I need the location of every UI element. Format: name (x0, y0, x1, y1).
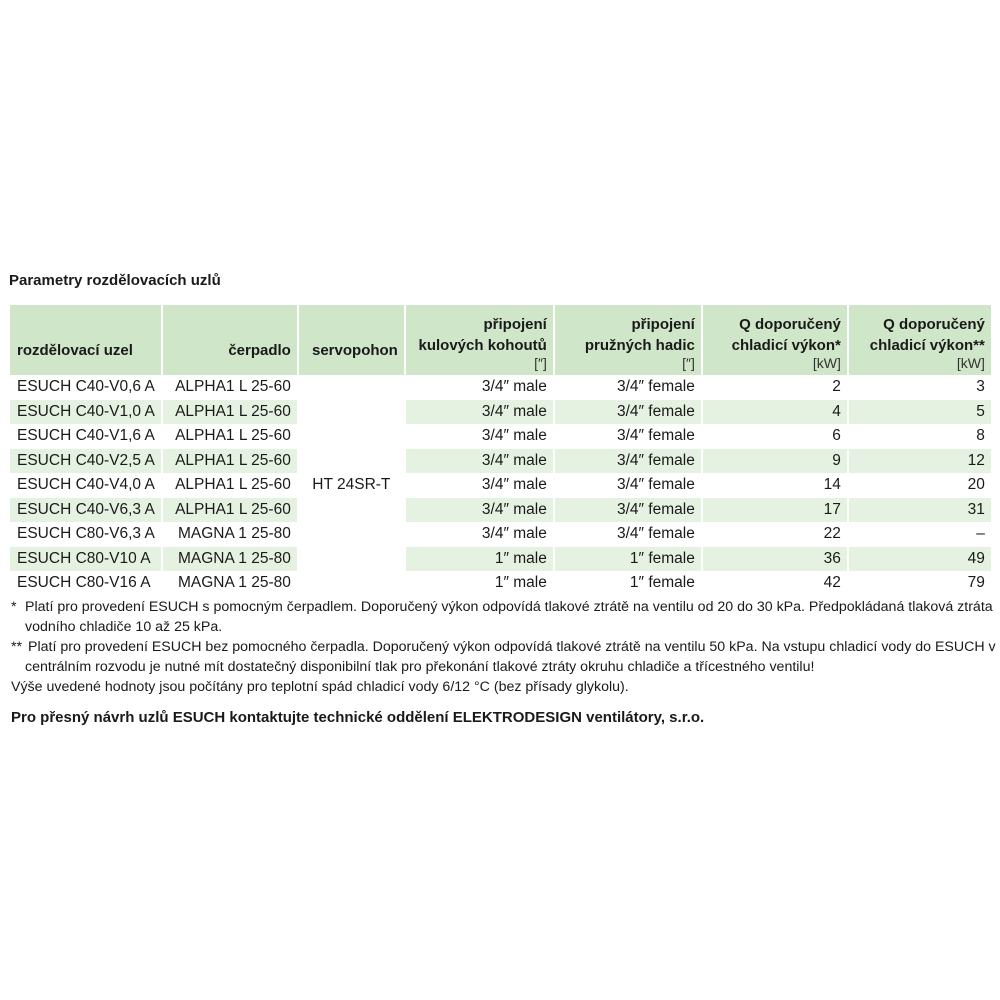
cell-q2: 79 (967, 574, 985, 592)
cell-cerpadlo: ALPHA1 L 25-60 (163, 473, 299, 498)
cell-uzel: ESUCH C40-V0,6 A (10, 375, 163, 400)
table-row (10, 375, 991, 400)
header-cerpadlo: čerpadlo (163, 305, 299, 375)
footnote-mark: ** (11, 639, 23, 655)
cell-q2: – (976, 525, 985, 543)
header-kohout-unit: [″] (534, 355, 547, 371)
cell-q1: 17 (703, 498, 849, 523)
cell-cerpadlo: MAGNA 1 25-80 (163, 547, 299, 572)
cell-q2: 12 (849, 449, 991, 474)
header-q2-line1: Q doporučený (883, 316, 985, 333)
cell-hadice: 3/4″ female (555, 498, 703, 523)
cell-hadice: 1″ female (555, 547, 703, 572)
header-kohout-line1: připojení (483, 316, 547, 333)
header-q1 (703, 305, 849, 375)
cell-kohout: 3/4″ male (406, 449, 555, 474)
header-servopohon: servopohon (299, 305, 406, 375)
cell-q2: 49 (849, 547, 991, 572)
table-row (10, 498, 991, 523)
table-header-row (10, 305, 991, 375)
cell-kohout: 1″ male (406, 547, 555, 572)
cell-uzel: ESUCH C40-V6,3 A (10, 498, 163, 523)
cell-hadice: 3/4″ female (555, 424, 703, 449)
header-hadice-line1: připojení (631, 316, 695, 333)
cell-q2: 31 (849, 498, 991, 523)
cell-q1: 9 (703, 449, 849, 474)
cell-uzel: ESUCH C80-V10 A (10, 547, 163, 572)
cell-servopohon: HT 24SR-T (299, 375, 406, 596)
cell-q1: 6 (703, 424, 849, 449)
cell-hadice: 3/4″ female (555, 522, 703, 547)
header-q1-unit: [kW] (812, 355, 841, 371)
cell-kohout: 3/4″ male (406, 424, 555, 449)
header-kohout-line2: kulových kohoutů (418, 337, 547, 354)
header-kohout (406, 305, 555, 375)
header-hadice (555, 305, 703, 375)
cell-cerpadlo: MAGNA 1 25-80 (163, 522, 299, 547)
cell-q1: 14 (703, 473, 849, 498)
footnote-text: Platí pro provedení ESUCH s pomocným čerpadlem. Doporučený výkon odpovídá tlakové ztrátě na ventilu od 20 do 30 kPa. Předpokládaná tlaková ztráta vodního chladiče 10 až 25 kPa. (25, 599, 993, 635)
cell-uzel: ESUCH C40-V1,0 A (10, 400, 163, 425)
cell-uzel: ESUCH C40-V2,5 A (10, 449, 163, 474)
cell-q1: 4 (703, 400, 849, 425)
cell-kohout: 1″ male (406, 571, 555, 596)
cell-q1: 42 (703, 571, 849, 596)
cell-q1: 2 (703, 375, 849, 400)
table-row (10, 547, 991, 572)
header-q1-line2: chladicí výkon* (731, 337, 841, 354)
cell-cerpadlo: ALPHA1 L 25-60 (163, 498, 299, 523)
cell-cerpadlo: ALPHA1 L 25-60 (163, 375, 299, 400)
header-q1-line1: Q doporučený (739, 316, 841, 333)
contact-note: Pro přesný návrh uzlů ESUCH kontaktujte technické oddělení ELEKTRODESIGN ventilátory, s.r.o. (11, 709, 705, 726)
cell-kohout: 3/4″ male (406, 498, 555, 523)
table-row (10, 400, 991, 425)
cell-hadice: 3/4″ female (555, 400, 703, 425)
cell-kohout: 3/4″ male (406, 473, 555, 498)
cell-q2: 5 (849, 400, 991, 425)
table-row (10, 522, 991, 547)
cell-hadice: 1″ female (555, 571, 703, 596)
cell-uzel: ESUCH C40-V4,0 A (10, 473, 163, 498)
cell-cerpadlo: MAGNA 1 25-80 (163, 571, 299, 596)
cell-q1: 36 (703, 547, 849, 572)
table-row (10, 473, 991, 498)
table-row (10, 449, 991, 474)
header-q2 (849, 305, 991, 375)
cell-uzel: ESUCH C80-V16 A (10, 571, 163, 596)
footnotes (11, 597, 996, 697)
cell-q2: 3 (976, 378, 985, 396)
header-hadice-line2: pružných hadic (584, 337, 695, 354)
footnote-single-star (11, 597, 996, 637)
footnote-mark: * (11, 599, 17, 615)
table-row (10, 571, 991, 596)
cell-cerpadlo: ALPHA1 L 25-60 (163, 400, 299, 425)
parameters-table (10, 305, 991, 596)
footnote-temperature: Výše uvedené hodnoty jsou počítány pro teplotní spád chladicí vody 6/12 °C (bez přísady glykolu). (11, 679, 629, 695)
cell-cerpadlo: ALPHA1 L 25-60 (163, 424, 299, 449)
cell-hadice: 3/4″ female (555, 449, 703, 474)
cell-q1: 22 (703, 522, 849, 547)
header-q2-unit: [kW] (956, 355, 985, 371)
cell-q2: 8 (976, 427, 985, 445)
cell-q2: 20 (967, 476, 985, 494)
footnote-text: Platí pro provedení ESUCH bez pomocného čerpadla. Doporučený výkon odpovídá tlakové ztrátě na ventilu 50 kPa. Na vstupu chladicí vody do ESUCH v centrálním rozvodu je nutné mít dostatečný disponibilní tlak pro překonání tlakové ztráty okruhu chladiče a třícestného ventilu! (25, 639, 996, 675)
cell-hadice: 3/4″ female (555, 473, 703, 498)
footnote-double-star (11, 637, 996, 677)
cell-uzel: ESUCH C40-V1,6 A (10, 424, 163, 449)
table-row (10, 424, 991, 449)
table-title: Parametry rozdělovacích uzlů (9, 272, 221, 289)
header-uzel: rozdělovací uzel (10, 305, 163, 375)
cell-cerpadlo: ALPHA1 L 25-60 (163, 449, 299, 474)
cell-uzel: ESUCH C80-V6,3 A (10, 522, 163, 547)
header-q2-line2: chladicí výkon** (869, 337, 985, 354)
cell-hadice: 3/4″ female (555, 375, 703, 400)
cell-kohout: 3/4″ male (406, 375, 555, 400)
cell-kohout: 3/4″ male (406, 400, 555, 425)
header-hadice-unit: [″] (682, 355, 695, 371)
cell-kohout: 3/4″ male (406, 522, 555, 547)
